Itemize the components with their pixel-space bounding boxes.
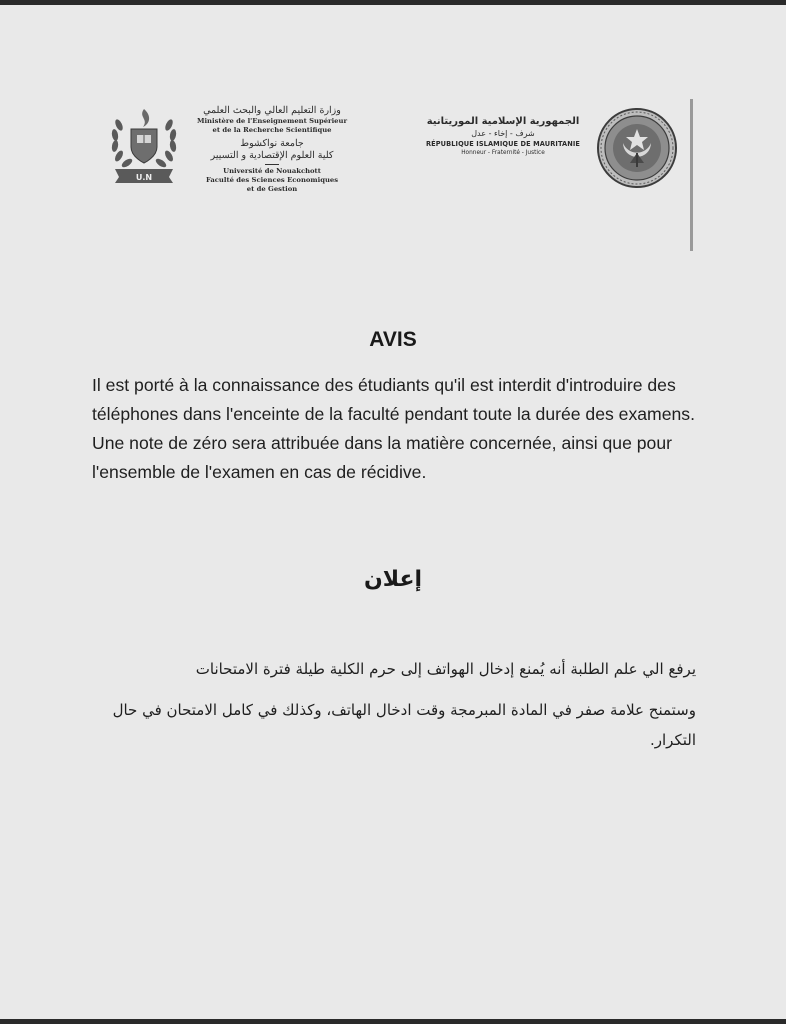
ministry-french-line1: Ministère de l'Enseignement Supérieur: [196, 117, 348, 125]
national-seal-icon: [596, 107, 678, 189]
ministry-arabic: وزارة التعليم العالي والبحث العلمي: [203, 105, 341, 116]
republic-block: [408, 115, 598, 157]
republic-name-arabic: الجمهورية الإسلامية الموريتانية: [426, 116, 580, 127]
letterhead: [100, 97, 700, 257]
avis-body: [92, 371, 712, 487]
avis-paragraph-1: Il est porté à la connaissance des étudiants qu'il est interdit d'introduire des téléphones dans l'enceinte de la faculté pendant toute la durée des examens.: [92, 375, 695, 424]
ilan-paragraph-1: يرفع الي علم الطلبة أنه يُمنع إدخال الهواتف إلى حرم الكلية طيلة فترة الامتحانات: [195, 660, 696, 678]
university-arabic: جامعة نواكشوط: [240, 138, 304, 149]
republic-motto-french: Honneur - Fraternité - Justice: [461, 150, 545, 156]
ilan-paragraph-2: وستمنح علامة صفر في المادة المبرمجة وقت ادخال الهاتف، وكذلك في كامل الامتحان في حال التكرار.: [112, 701, 696, 749]
svg-text:U.N: U.N: [135, 173, 153, 182]
university-logo: [105, 105, 183, 185]
university-french: Université de Nouakchott: [223, 167, 321, 175]
divider: [265, 164, 279, 165]
republic-motto-arabic: شرف - إخاء - عدل: [471, 129, 535, 138]
avis-paragraph-2: Une note de zéro sera attribuée dans la matière concernée, ainsi que pour l'ensemble de l'examen en cas de récidive.: [92, 433, 672, 482]
university-block: [182, 105, 362, 194]
document-page: [0, 5, 786, 1019]
faculty-arabic: كلية العلوم الإقتصادية و التسيير: [210, 150, 334, 161]
avis-title: AVIS: [369, 328, 417, 351]
faculty-french-line1: Faculté des Sciences Economiques: [205, 176, 339, 184]
ministry-french-line2: et de la Recherche Scientifique: [212, 126, 332, 134]
faculty-french-line2: et de Gestion: [246, 185, 298, 193]
header-divider-line: [690, 99, 693, 251]
republic-name-french: RÉPUBLIQUE ISLAMIQUE DE MAURITANIE: [425, 140, 581, 148]
ilan-title: إعلان: [363, 567, 423, 592]
